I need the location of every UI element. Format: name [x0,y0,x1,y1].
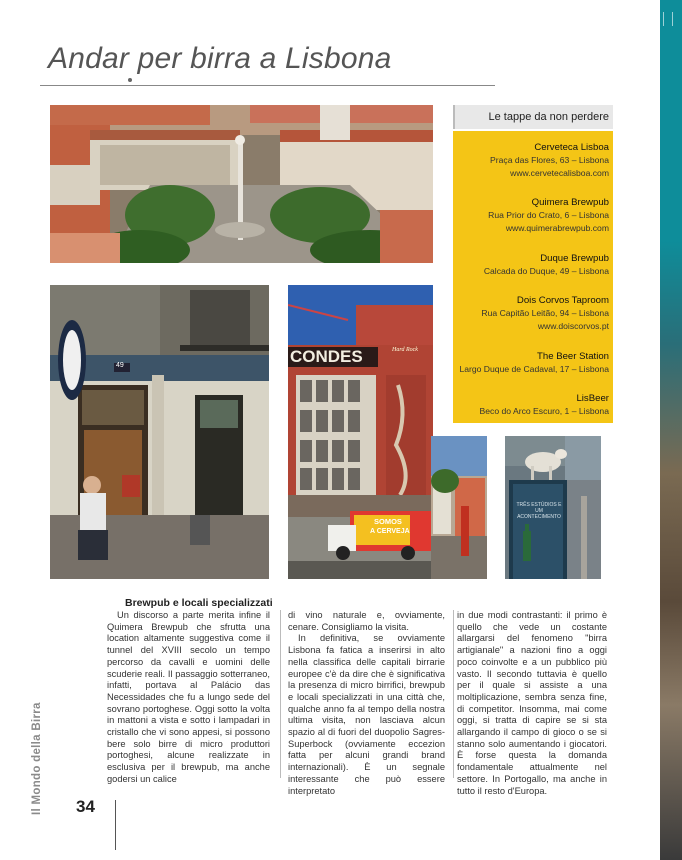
magazine-name: Il Mondo della Birra [31,702,43,815]
photo-condes-building [288,285,433,579]
venue-address: Beco do Arco Escuro, 1 – Lisbona [479,406,609,416]
venue-name: Dois Corvos Taproom [516,295,609,306]
title-dot [128,78,132,82]
pub-number-sign: 49 [116,362,124,369]
column-rule [280,610,281,778]
venue-item [490,141,609,180]
venue-address: Rua Capitão Leitão, 94 – Lisbona [481,308,609,318]
paragraph: in due modi contrastanti: il primo è quello che vede un costante allargarsi del fenomeno "birra artigianale" a nazioni fino a oggi poco coinvolte e a un pubblico più vasto. Il secondo tuttavia è quello per il quale si assiste a una moltiplicazione, sembra senza fine, di competitor. Insomma, mai come oggi, si tratta di capire se si sta allargando il campo di gioco o se si stanno solo aumentando i giocatori. È forse questa la domanda fondamentale attualmente nel settore. In Portogallo, ma anche in tutto il resto d'Europa. [457,610,607,796]
photo-goat-poster [505,436,601,579]
sidebar-venue-list [453,131,613,423]
venue-item [459,350,609,376]
section-heading: Brewpub e locali specializzati [125,597,273,609]
hardrock-sign: Hard Rock [392,347,418,353]
title-rule [40,85,495,86]
truck-slogan-2: A CERVEJA [370,528,410,535]
venue-item [484,252,609,278]
text-column-1 [107,610,270,786]
venue-item [481,294,609,333]
venue-name: The Beer Station [537,351,609,362]
page-number: 34 [76,797,95,816]
sidebar-must-visit [453,105,613,416]
photo-brewpub-entrance [50,285,269,579]
venue-item [488,196,609,235]
page-edge-strip [660,0,682,860]
article-title: Andar per birra a Lisbona [48,42,392,75]
venue-name: Quimera Brewpub [531,197,609,208]
page-number-rule [115,800,116,850]
text-column-3 [457,610,607,797]
venue-name: LisBeer [576,393,609,404]
edge-mark [663,12,673,26]
photo-street [431,436,487,579]
column-rule [453,610,454,778]
text-column-2 [288,610,445,797]
paragraph: di vino naturale e, ovviamente, cenare. Consigliamo la visita. [288,610,445,632]
paragraph: In definitiva, se ovviamente Lisbona fa fatica a inserirsi in alto nella classifica delle capitali birrarie europee c'è da dire che è significativa la presenza di micro birrifici, brewpub e locali specializzati in una città che, qualche anno fa al tempo della nostra ultima visita, non lasciava alcun spazio al di fuori del duopolio Sagres-Superbock (ovviamente eccezion fatta per alcuni grandi brand internazionali). È un segnale interessante che può essere interpretato [288,633,445,796]
photo-lisbon-plaza [50,105,433,263]
venue-item [480,392,609,418]
truck-slogan-1: SOMOS [374,517,402,526]
venue-name: Cerveteca Lisboa [534,142,609,153]
venue-address: Largo Duque de Cadaval, 17 – Lisbona [459,364,609,374]
venue-address: Praça das Flores, 63 – Lisbona [490,155,609,165]
venue-name: Duque Brewpub [540,253,609,264]
sidebar-heading: Le tappe da non perdere [453,105,613,129]
venue-website[interactable]: www.cervetecalisboa.com [510,168,609,178]
poster-text: TRÊS ESTÚDIOS E UM ACONTECIMENTO [516,502,562,520]
venue-website[interactable]: www.quimerabrewpub.com [505,223,609,233]
condes-sign: CONDES [290,347,363,366]
venue-website[interactable]: www.doiscorvos.pt [537,321,609,331]
venue-address: Calcada do Duque, 49 – Lisbona [483,266,609,276]
venue-address: Rua Prior do Crato, 6 – Lisbona [488,210,609,220]
paragraph: Un discorso a parte merita infine il Quimera Brewpub che sfrutta una location altamente suggestiva come il tunnel del XVIII secolo un tempo percorso da cavalli e uomini delle scuderie reali. Il passaggio sotterraneo, infatti, portava al Palácio das Necessidades che fu a lungo sede del sovrano portoghese. Oggi sotto la volta in mattoni a vista e sotto i lampadari in cristallo che vi sono appesi, si possono bere solo birre di micro produttori portoghesi, alcune realizzate in esclusiva per il brewpub, ma anche godersi un calice [107,610,270,784]
